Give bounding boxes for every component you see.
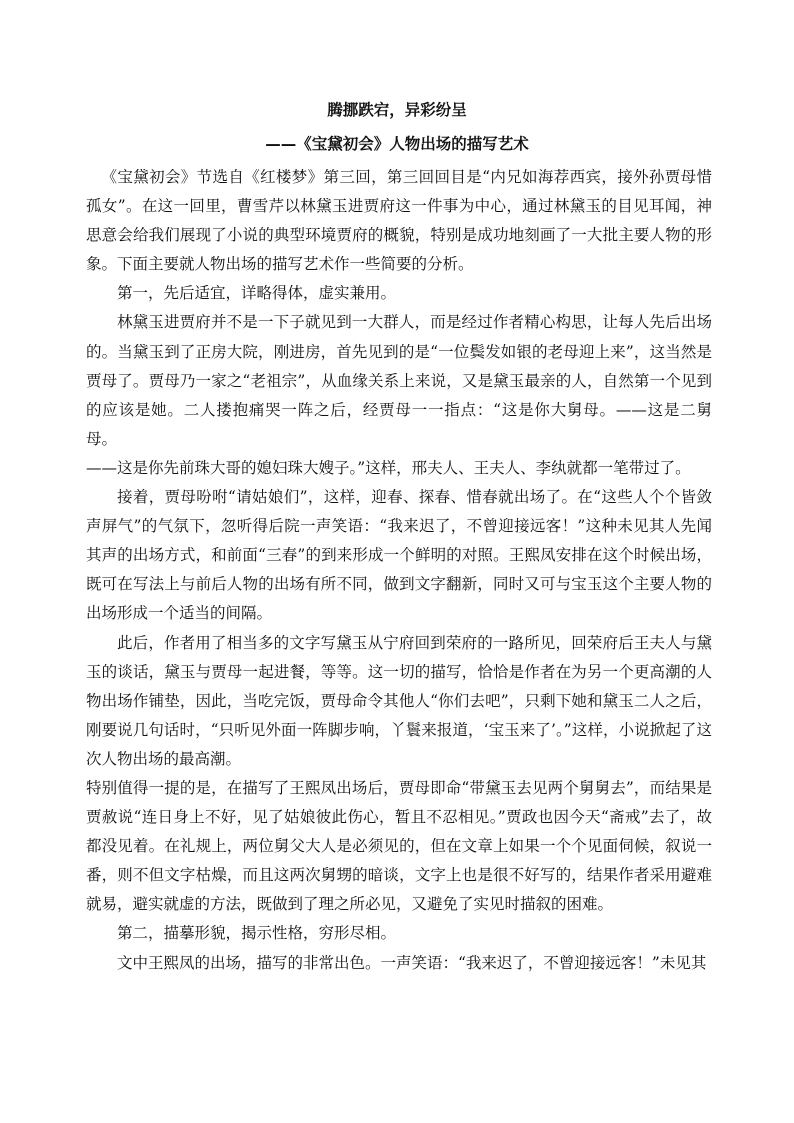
paragraph: 接着，贾母吩咐“请姑娘们”，这样，迎春、探春、惜春就出场了。在“这些人个个皆敛声屏气”的气氛下，忽听得后院一声笑语：“我来迟了，不曾迎接远客！”这种未见其人先闻其声的出场方式，和前面“三春”的到来形成一个鲜明的对照。王熙凤安排在这个时候出场，既可在写法上与前后人物的出场有所不同，做到文字翻新，同时又可与宝玉这个主要人物的出场形成一个适当的间隔。	[86, 488, 712, 623]
paragraph-heading-second: 第二，描摹形貌，揭示性格，穷形尽相。	[117, 924, 397, 943]
paragraph: 特别值得一提的是，在描写了王熙凤出场后，贾母即命“带黛玉去见两个舅舅去”，而结果是贾赦说“连日身上不好，见了姑娘彼此伤心，暂且不忍相见。”贾政也因今天“斋戒”去了，故都没见着。在礼规上，两位舅父大人是必须见的，但在文章上如果一个个见面伺候，叙说一番，则不但文字枯燥，而且这两次舅甥的暗谈，文字上也是很不好写的，结果作者采用避难就易，避实就虚的方法，既做到了理之所必见，又避免了实见时描叙的困难。	[86, 778, 712, 914]
paragraph-intro: 《宝黛初会》节选自《红楼梦》第三回，第三回回目是“内兄如海荐西宾，接外孙贾母惜孤女”。在这一回里，曹雪芹以林黛玉进贾府这一件事为中心，通过林黛玉的目见耳闻，神思意会给我们展现了小说的典型环境贾府的概貌，特别是成功地刻画了一大批主要人物的形象。下面主要就人物出场的描写艺术作一些简要的分析。	[86, 168, 712, 274]
document-body	[86, 163, 712, 978]
document-subtitle: ——《宝黛初会》人物出场的描写艺术	[265, 135, 529, 153]
paragraph-heading-first: 第一，先后适宜，详略得体，虚实兼用。	[117, 284, 397, 303]
document-title: 腾挪跌宕，异彩纷呈	[327, 101, 467, 119]
paragraph: 文中王熙凤的出场，描写的非常出色。一声笑语：“我来迟了，不曾迎接远客！”未见其	[117, 953, 707, 972]
paragraph: ——这是你先前珠大哥的媳妇珠大嫂子。”这样，邢夫人、王夫人、李纨就都一笔带过了。	[86, 458, 691, 477]
paragraph: 林黛玉进贾府并不是一下子就见到一大群人，而是经过作者精心构思，让每人先后出场的。当黛玉到了正房大院，刚进房，首先见到的是“一位鬓发如银的老母迎上来”，这当然是贾母了。贾母乃一家之“老祖宗”，从血缘关系上来说，又是黛玉最亲的人，自然第一个见到的应该是她。二人搂抱痛哭一阵之后，经贾母一一指点：“这是你大舅母。——这是二舅母。	[86, 313, 712, 448]
paragraph: 此后，作者用了相当多的文字写黛玉从宁府回到荣府的一路所见，回荣府后王夫人与黛玉的谈话，黛玉与贾母一起进餐，等等。这一切的描写，恰恰是作者在为另一个更高潮的人物出场作铺垫，因此，当吃完饭，贾母命令其他人“你们去吧”，只剩下她和黛玉二人之后，刚要说几句话时，“只听见外面一阵脚步响，丫鬟来报道，‘宝玉来了’。”这样，小说掀起了这次人物出场的最高潮。	[86, 633, 712, 768]
